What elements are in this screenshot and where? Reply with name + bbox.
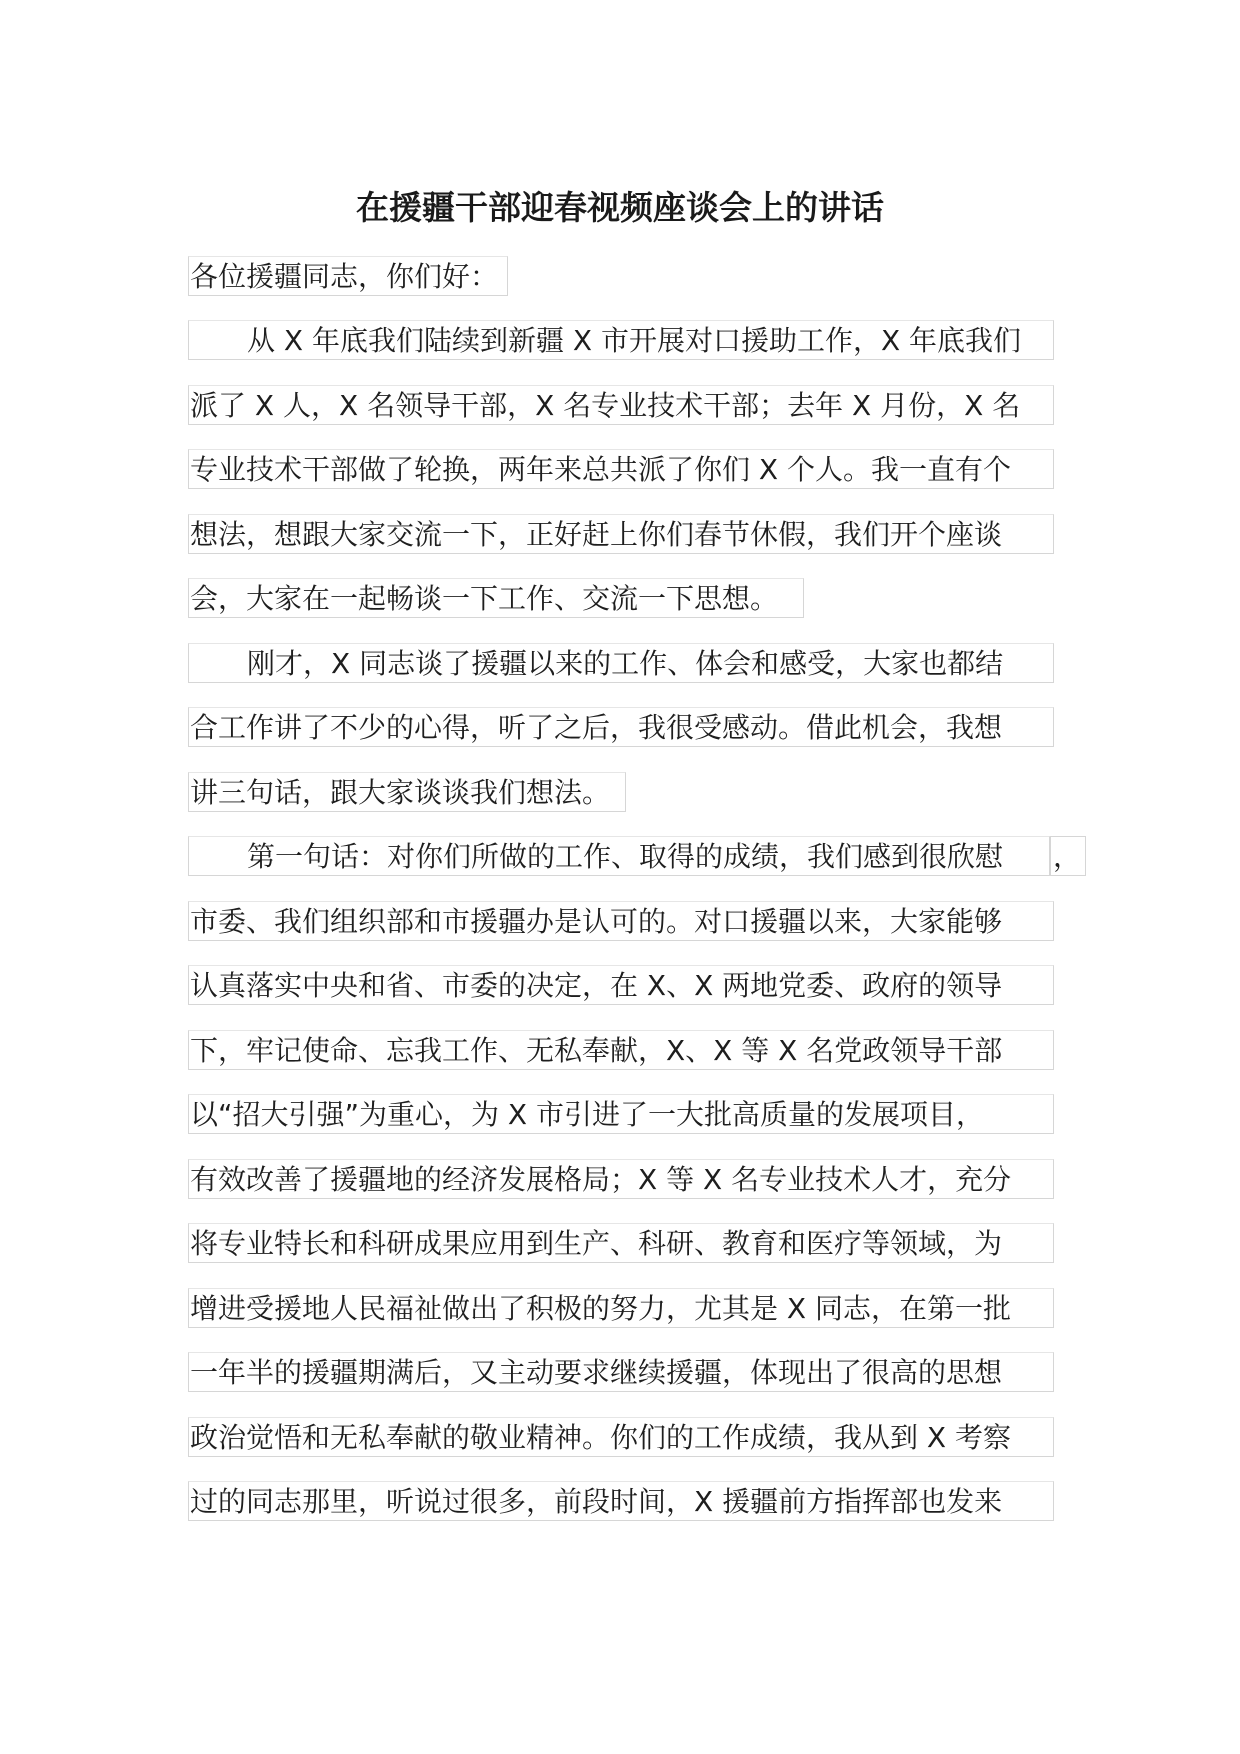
text-line: 一年半的援疆期满后，又主动要求继续援疆，体现出了很高的思想 [188,1352,1054,1392]
text-line: 会，大家在一起畅谈一下工作、交流一下思想。 [188,578,804,618]
document-title: 在援疆干部迎春视频座谈会上的讲话 [356,188,884,227]
text-line: 专业技术干部做了轮换，两年来总共派了你们 X 个人。我一直有个 [188,449,1054,489]
overflow-punctuation: ， [1050,836,1086,876]
text-line: 下，牢记使命、忘我工作、无私奉献，X、X 等 X 名党政领导干部 [188,1030,1054,1070]
text-line: 以“招大引强”为重心，为 X 市引进了一大批高质量的发展项目， [188,1094,1054,1134]
text-line: 各位援疆同志，你们好： [188,256,508,296]
text-line: 刚才，X 同志谈了援疆以来的工作、体会和感受，大家也都结 [188,643,1054,683]
text-line: 将专业特长和科研成果应用到生产、科研、教育和医疗等领域，为 [188,1223,1054,1263]
text-line: 第一句话：对你们所做的工作、取得的成绩，我们感到很欣慰 [188,836,1050,876]
text-line: 市委、我们组织部和市援疆办是认可的。对口援疆以来，大家能够 [188,901,1054,941]
text-line: 讲三句话，跟大家谈谈我们想法。 [188,772,626,812]
text-line: 从 X 年底我们陆续到新疆 X 市开展对口援助工作，X 年底我们 [188,320,1054,360]
text-line: 派了 X 人，X 名领导干部，X 名专业技术干部；去年 X 月份，X 名 [188,385,1054,425]
text-line: 合工作讲了不少的心得，听了之后，我很受感动。借此机会，我想 [188,707,1054,747]
text-line: 有效改善了援疆地的经济发展格局；X 等 X 名专业技术人才，充分 [188,1159,1054,1199]
text-line: 政治觉悟和无私奉献的敬业精神。你们的工作成绩，我从到 X 考察 [188,1417,1054,1457]
text-line: 增进受援地人民福祉做出了积极的努力，尤其是 X 同志，在第一批 [188,1288,1054,1328]
text-line: 想法，想跟大家交流一下，正好赶上你们春节休假，我们开个座谈 [188,514,1054,554]
text-line: 过的同志那里，听说过很多，前段时间，X 援疆前方指挥部也发来 [188,1481,1054,1521]
text-line: 认真落实中央和省、市委的决定，在 X、X 两地党委、政府的领导 [188,965,1054,1005]
